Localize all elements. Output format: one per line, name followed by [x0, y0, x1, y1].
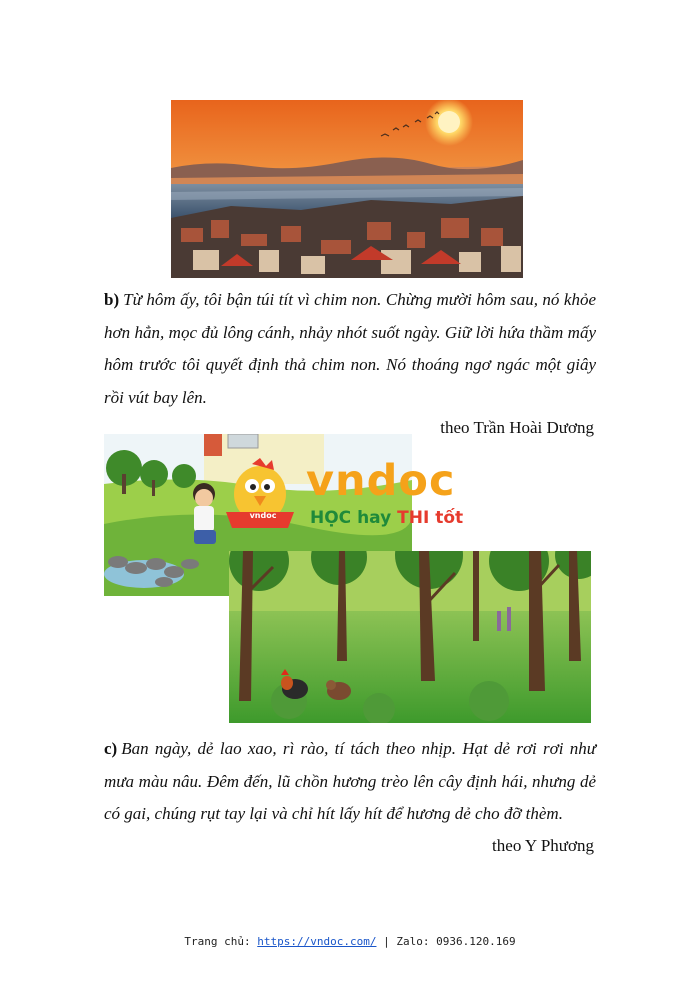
paragraph-c-marker: c): [104, 739, 118, 758]
page-footer: [0, 935, 700, 948]
paragraph-b: [104, 284, 596, 414]
sunset-city-illustration: [171, 100, 523, 278]
footer-homepage-link[interactable]: https://vndoc.com/: [257, 935, 377, 948]
logo-tagline-a: HỌC hay: [310, 508, 392, 528]
footer-contact: Zalo: 0936.120.169: [396, 935, 516, 948]
vndoc-watermark: [220, 458, 485, 538]
attribution-b: theo Trần Hoài Dương: [440, 418, 594, 437]
footer-separator: |: [383, 935, 390, 948]
logo-wordmark: vndoc: [306, 456, 456, 506]
paragraph-c-text: Ban ngày, dẻ lao xao, rì rào, tí tách theo nhịp. Hạt dẻ rơi rơi như mưa màu nâu. Đêm đến, lũ chồn hương trèo lên cây định hái, nhưng dẻ có gai, chúng rụt tay lại và chỉ hít lấy hít để hương dẻ cho đỡ thèm.: [104, 739, 596, 823]
paragraph-c: [104, 733, 596, 831]
logo-tagline-b: THI tốt: [397, 508, 464, 528]
paragraph-b-marker: b): [104, 290, 120, 309]
forest-roosters-illustration: [229, 551, 591, 723]
paragraph-b-text: Từ hôm ấy, tôi bận túi tít vì chim non. Chừng mười hôm sau, nó khỏe hơn hẳn, mọc đủ lông cánh, nhảy nhót suốt ngày. Giữ lời hứa thầm mấy hôm trước tôi quyết định thả chim non. Nó thoáng ngơ ngác một giây rồi vút bay lên.: [104, 290, 596, 407]
logo-badge-text: vndoc: [249, 511, 277, 520]
logo-tagline: [310, 510, 463, 527]
chick-mascot-icon: [220, 458, 300, 538]
attribution-c: theo Y Phương: [492, 836, 594, 855]
footer-prefix: Trang chủ:: [184, 935, 251, 948]
